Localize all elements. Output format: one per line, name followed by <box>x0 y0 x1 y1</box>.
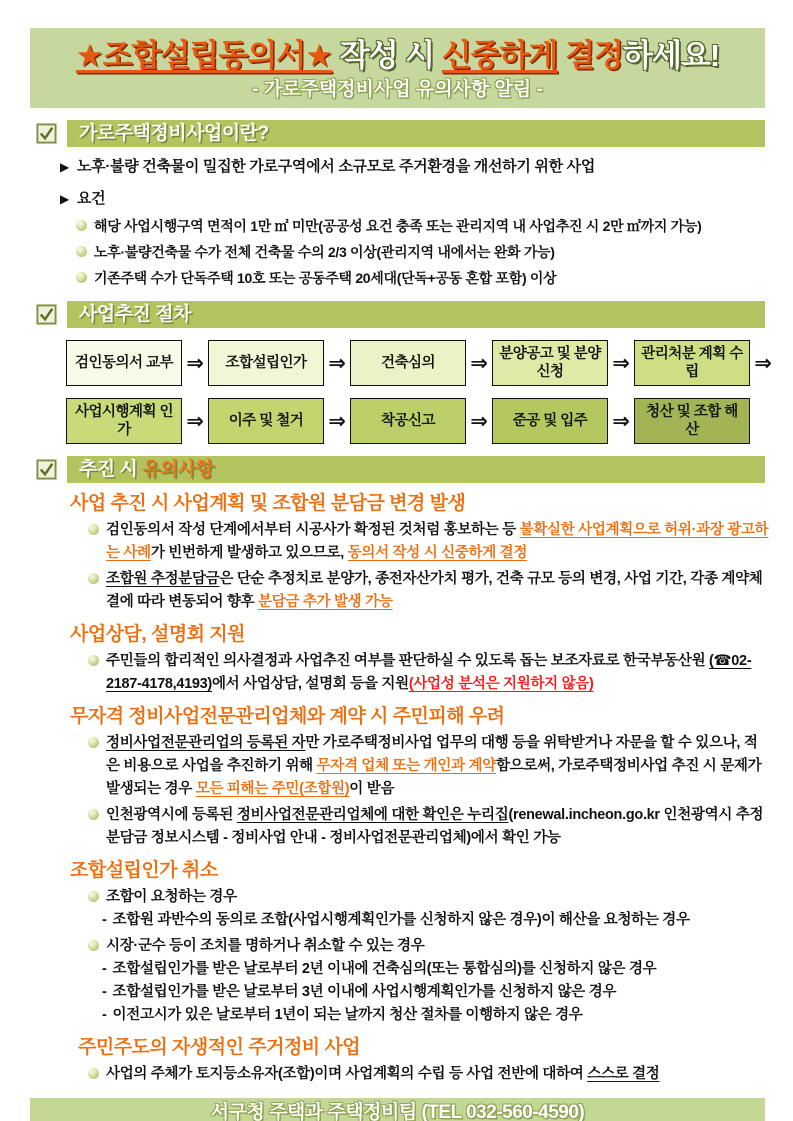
banner-subtitle: - 가로주택정비사업 유의사항 알림 - <box>252 79 543 100</box>
sub-list-item <box>102 1004 769 1027</box>
section-1-header <box>36 120 765 147</box>
flow-arrow-icon: ⇒ <box>612 351 630 375</box>
list-item <box>76 215 767 237</box>
flow-arrow-icon: ⇒ <box>186 409 204 433</box>
bullet-item <box>88 1063 769 1086</box>
sub-list-item <box>102 909 769 932</box>
flow-step: 준공 및 입주 <box>492 398 608 444</box>
flow-row-1 <box>66 340 793 386</box>
bullet-icon <box>76 246 87 257</box>
flow-arrow-icon: ⇒ <box>754 351 772 375</box>
bullet-item <box>88 886 769 909</box>
section-3-title: 추진 시 유의사항 <box>67 456 765 483</box>
banner <box>30 28 765 108</box>
bullet-item <box>88 650 769 696</box>
section-3-header <box>36 456 765 483</box>
flow-arrow-icon: ⇒ <box>186 351 204 375</box>
item-text: 이전고시가 있은 날로부터 1년이 되는 날까지 청산 절차를 이행하지 않은 경우 <box>112 1007 583 1023</box>
banner-title: ★조합설립동의서★ 작성 시 신중하게 결정하세요! <box>75 38 720 73</box>
flow-step: 이주 및 철거 <box>208 398 324 444</box>
flow-arrow-icon: ⇒ <box>470 409 488 433</box>
checked-checkbox-icon <box>36 123 57 144</box>
sub-list-item <box>102 981 769 1004</box>
sub-list-item <box>102 958 769 981</box>
section-1-title: 가로주택정비사업이란? <box>67 120 765 147</box>
flow-step: 사업시행계획 인가 <box>66 398 182 444</box>
subsection-title: 무자격 정비사업전문관리업체와 계약 시 주민피해 우려 <box>70 706 505 727</box>
subsection-title: 사업 추진 시 사업계획 및 조합원 분담금 변경 발생 <box>70 493 466 514</box>
bullet-text: 조합이 요청하는 경우 <box>106 889 237 905</box>
bullet-icon <box>76 272 87 283</box>
dash-bullet: - <box>102 961 107 977</box>
item-text: 기존주택 수가 단독주택 10호 또는 공동주택 20세대(단독+공동 혼합 포함) 이상 <box>94 270 557 286</box>
item-text: 조합원 과반수의 동의로 조합(사업시행계획인가를 신청하지 않은 경우)이 해산을 요청하는 경우 <box>112 912 690 928</box>
process-flow-diagram <box>66 340 793 444</box>
flow-step: 청산 및 조합 해산 <box>634 398 750 444</box>
list-item <box>60 187 767 211</box>
item-text: 해당 사업시행구역 면적이 1만 ㎡ 미만(공공성 요건 충족 또는 관리지역 내 사업추진 시 2만 ㎡까지 가능) <box>94 218 702 234</box>
section-2-header <box>36 301 765 328</box>
flow-step: 검인동의서 교부 <box>66 340 182 386</box>
flow-step: 착공신고 <box>350 398 466 444</box>
dash-bullet: - <box>102 1007 107 1023</box>
bullet-item <box>88 732 769 801</box>
bullet-item <box>88 519 769 565</box>
list-item <box>60 155 767 179</box>
bullet-item <box>88 804 769 850</box>
flow-step: 건축심의 <box>350 340 466 386</box>
bullet-text: 사업의 주체가 토지등소유자(조합)이며 사업계획의 수립 등 사업 전반에 대하여 스스로 결정 <box>106 1066 660 1082</box>
flow-arrow-icon: ⇒ <box>328 409 346 433</box>
dash-bullet: - <box>102 984 107 1000</box>
bullet-text: 시장·군수 등이 조치를 명하거나 취소할 수 있는 경우 <box>106 938 425 954</box>
flow-arrow-icon: ⇒ <box>470 351 488 375</box>
bullet-text: 정비사업전문관리업의 등록된 자만 가로주택정비사업 업무의 대행 등을 위탁받거나 자문을 할 수 있으나, 적은 비용으로 사업을 추진하기 위해 무자격 업체 또는 개인과 계약함으로써, 가로주택정비사업 추진 시 문제가 발생되는 경우 모든 피해는 주민(조합원)이 받음 <box>106 735 762 797</box>
flow-step: 조합설립인가 <box>208 340 324 386</box>
section-1-body <box>60 155 767 289</box>
bullet-icon <box>88 573 99 584</box>
flow-arrow-icon: ⇒ <box>612 409 630 433</box>
list-item <box>76 241 767 263</box>
bullet-icon <box>88 524 99 535</box>
bullet-icon <box>88 737 99 748</box>
flow-row-2 <box>66 398 793 444</box>
flow-step: 분양공고 및 분양신청 <box>492 340 608 386</box>
checked-checkbox-icon <box>36 304 57 325</box>
bullet-item <box>88 568 769 614</box>
triangle-bullet-icon: ▶ <box>60 192 69 206</box>
flow-step: 관리처분 계획 수립 <box>634 340 750 386</box>
list-item <box>76 267 767 289</box>
flow-arrow-icon: ⇒ <box>328 351 346 375</box>
item-text: 조합설립인가를 받은 날로부터 3년 이내에 사업시행계획인가를 신청하지 않은 경우 <box>112 984 617 1000</box>
subsection-title: 조합설립인가 취소 <box>70 860 218 881</box>
bullet-text: 검인동의서 작성 단계에서부터 시공사가 확정된 것처럼 홍보하는 등 불확실한 사업계획으로 허위·과장 광고하는 사례가 빈번하게 발생하고 있으므로, 동의서 작성 시 신중하게 결정 <box>106 522 769 561</box>
item-text: 조합설립인가를 받은 날로부터 2년 이내에 건축심의(또는 통합심의)를 신청하지 않은 경우 <box>112 961 657 977</box>
bullet-icon <box>88 809 99 820</box>
section-2-title: 사업추진 절차 <box>67 301 765 328</box>
bullet-text: 주민들의 합리적인 의사결정과 사업추진 여부를 판단하실 수 있도록 돕는 보조자료로 한국부동산원 (☎02-2187-4178,4193)에서 사업상담, 설명회 등을 지원(사업성 분석은 지원하지 않음) <box>106 653 752 692</box>
bullet-text: 조합원 추정분담금은 단순 추정치로 분양가, 종전자산가치 평가, 건축 규모 등의 변경, 사업 기간, 각종 계약체결에 따라 변동되어 향후 분담금 추가 발생 가능 <box>106 571 763 610</box>
bullet-text: 인천광역시에 등록된 정비사업전문관리업체에 대한 확인은 누리집(renewal.incheon.go.kr 인천광역시 추정분담금 정보시스템 - 정비사업 안내 - 정비사업전문관리업체)에서 확인 가능 <box>106 807 764 846</box>
item-text: 요건 <box>76 190 106 207</box>
triangle-bullet-icon: ▶ <box>60 160 69 174</box>
bullet-icon <box>76 220 87 231</box>
subsection-title: 주민주도의 자생적인 주거정비 사업 <box>78 1037 361 1058</box>
checked-checkbox-icon <box>36 459 57 480</box>
footer-contact-bar: 서구청 주택과 주택정비팀 (TEL 032-560-4590) <box>30 1098 765 1121</box>
bullet-icon <box>88 891 99 902</box>
subsection-title: 사업상담, 설명회 지원 <box>70 624 246 645</box>
item-text: 노후·불량 건축물이 밀집한 가로구역에서 소규모로 주거환경을 개선하기 위한 사업 <box>76 158 596 175</box>
bullet-item <box>88 935 769 958</box>
bullet-icon <box>88 655 99 666</box>
bullet-icon <box>88 1068 99 1079</box>
bullet-icon <box>88 940 99 951</box>
dash-bullet: - <box>102 912 107 928</box>
item-text: 노후·불량건축물 수가 전체 건축물 수의 2/3 이상(관리지역 내에서는 완화 가능) <box>94 244 555 260</box>
